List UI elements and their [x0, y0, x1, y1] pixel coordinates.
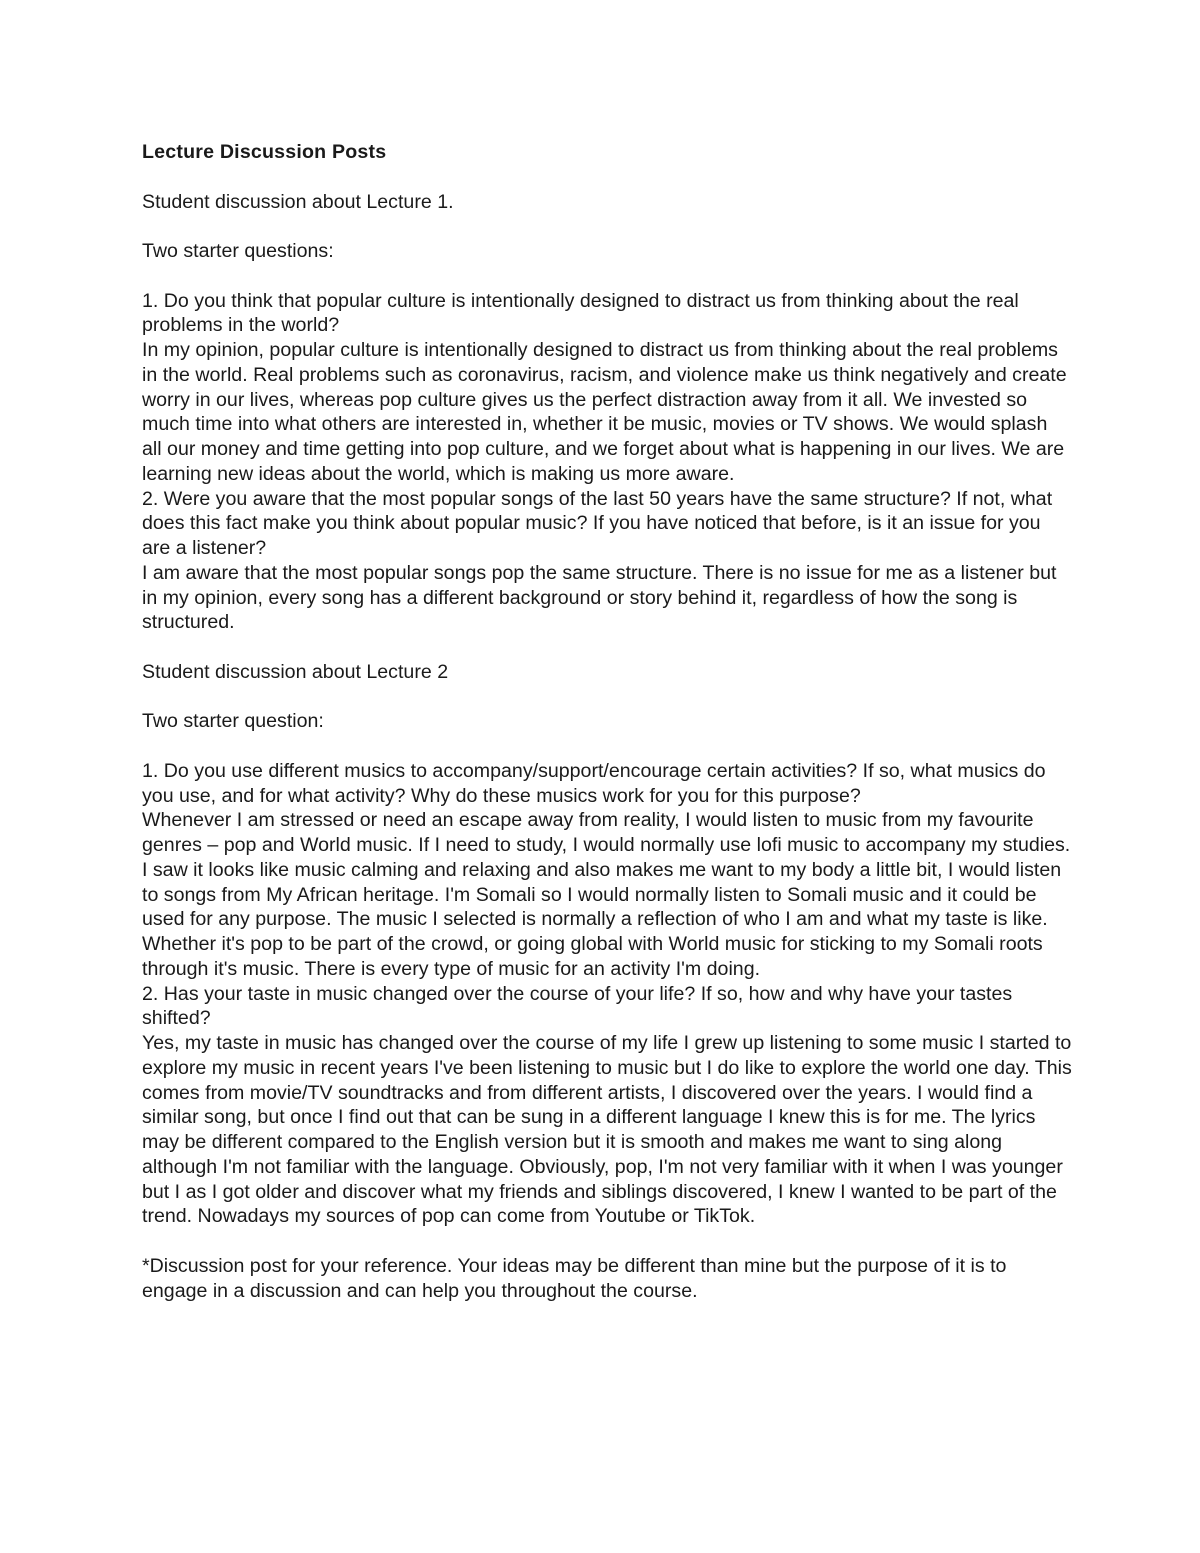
lecture1-heading: Student discussion about Lecture 1.: [142, 190, 454, 213]
lecture2-subheading: Two starter question:: [142, 710, 324, 733]
lecture2-heading: Student discussion about Lecture 2: [142, 660, 449, 683]
lecture2-answer-2: Yes, my taste in music has changed over the course of my life I grew up listening to some music I started to explore my music in recent years I've been listening to music but I do like to explore the world one day. This comes from movie/TV soundtracks and from different artists, I discovered over the years. I would find a similar song, but once I find out that can be sung in a different language I knew this is for me. The lyrics may be different compared to the English version but it is smooth and makes me want to sing along although I'm not familiar with the language. Obviously, pop, I'm not very familiar with it when I was younger but I as I got older and discover what my friends and siblings discovered, I knew I wanted to be part of the trend. Nowadays my sources of pop can come from Youtube or TikTok.: [142, 1032, 1072, 1228]
footnote: *Discussion post for your reference. Your ideas may be different than mine but the purpose of it is to engage in a discussion and can help you throughout the course.: [142, 1254, 1007, 1302]
lecture2-question-1: 1. Do you use different musics to accompany/support/encourage certain activities? If so, what musics do you use, and for what activity? Why do these musics work for you for this purpose?: [142, 759, 1046, 807]
lecture1-subheading: Two starter questions:: [142, 240, 334, 262]
lecture2-answer-1: Whenever I am stressed or need an escape away from reality, I would listen to music from my favourite genres – pop and World music. If I need to study, I would normally use lofi music to accompany my studies. I saw it looks like music calming and relaxing and also makes me want to my body a little bit, I would listen to songs from My African heritage. I'm Somali so I would normally listen to Somali music and it could be used for any purpose. The music I selected is normally a reflection of who I am and what my taste is like. Whether it's pop to be part of the crowd, or going global with World music for sticking to my Somali roots through it's music. There is every type of music for an activity I'm doing.: [142, 809, 1071, 980]
lecture1-question-2: 2. Were you aware that the most popular songs of the last 50 years have the same structure? If not, what does this fact make you think about popular music? If you have noticed that before, is it an issue for you are a listener?: [142, 487, 1053, 559]
document-title: Lecture Discussion Posts: [142, 141, 387, 163]
lecture1-answer-1: In my opinion, popular culture is intentionally designed to distract us from thinking about the real problems in the world. Real problems such as coronavirus, racism, and violence make us think negatively and create worry in our lives, whereas pop culture gives us the perfect distraction away from it all. We invested so much time into what others are interested in, whether it be music, movies or TV shows. We would splash all our money and time getting into pop culture, and we forget about what is happening in our lives. We are learning new ideas about the world, which is making us more aware.: [142, 339, 1067, 485]
lecture1-answer-2: I am aware that the most popular songs pop the same structure. There is no issue for me as a listener but in my opinion, every song has a different background or story behind it, regardless of how the song is structured.: [142, 561, 1057, 634]
document-body: [142, 140, 1072, 1303]
lecture1-question-1: 1. Do you think that popular culture is intentionally designed to distract us from thinking about the real problems in the world?: [142, 289, 1019, 337]
lecture2-question-2: 2. Has your taste in music changed over the course of your life? If so, how and why have your tastes shifted?: [142, 982, 1013, 1030]
